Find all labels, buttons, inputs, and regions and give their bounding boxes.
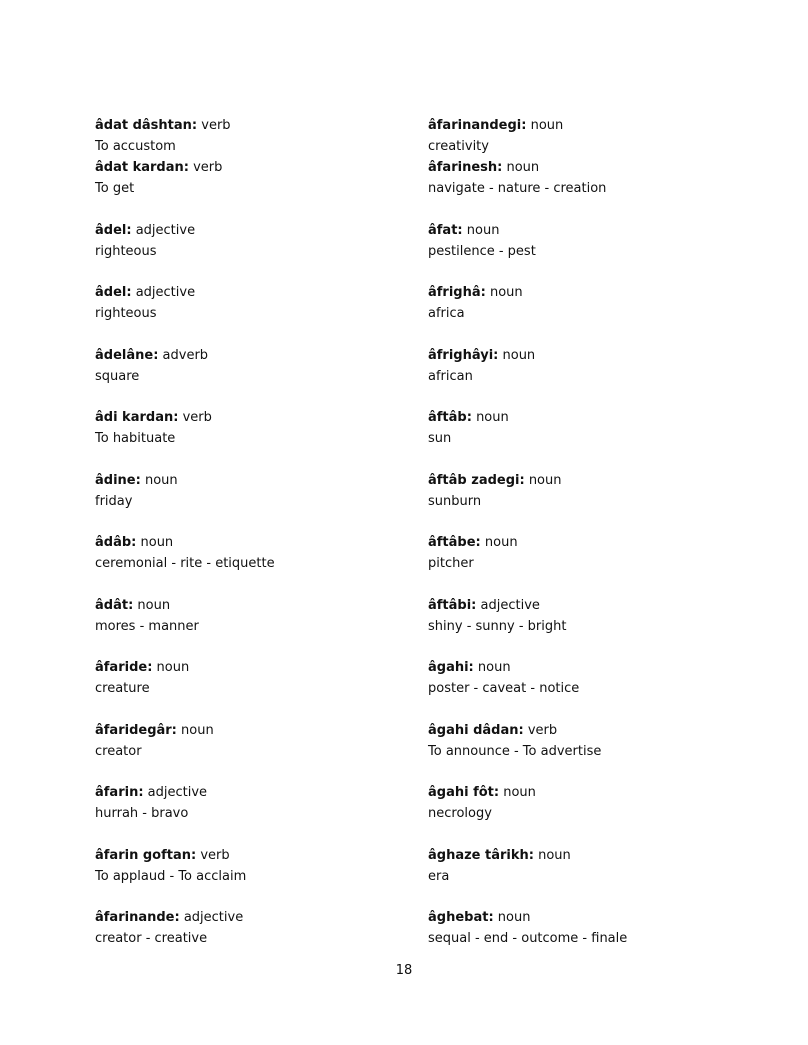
entry-term: âfat: [428, 222, 463, 238]
dictionary-entry [95, 282, 415, 324]
entry-meaning: To applaud - To acclaim [95, 868, 247, 884]
entry-part-of-speech: noun [502, 347, 536, 363]
entry-meaning: To habituate [95, 431, 176, 446]
dictionary-entry [95, 907, 415, 949]
dictionary-entry [95, 720, 415, 762]
entry-meaning: poster - caveat - notice [428, 681, 580, 696]
entry-term: âfaridegâr: [95, 722, 177, 738]
dictionary-entry [95, 157, 415, 199]
entry-term: âfrighâ: [428, 285, 486, 300]
dictionary-entry [95, 407, 415, 449]
entry-part-of-speech: noun [476, 410, 509, 425]
dictionary-entry [95, 657, 415, 699]
entry-part-of-speech: noun [156, 660, 190, 675]
dictionary-entry [95, 595, 415, 637]
entry-meaning: necrology [428, 806, 492, 821]
dictionary-entry [428, 220, 748, 262]
entry-term: âfarinande: [95, 910, 180, 925]
entry-meaning: To get [95, 181, 135, 196]
entry-meaning: square [95, 368, 140, 384]
dictionary-entry [428, 532, 748, 574]
entry-meaning: creativity [428, 139, 489, 154]
dictionary-entry [95, 532, 415, 574]
entry-meaning: To announce - To advertise [428, 743, 602, 759]
entry-term: âghebat: [428, 910, 494, 925]
entry-meaning: navigate - nature - creation [428, 181, 607, 196]
entry-term: âdât: [95, 597, 134, 613]
entry-meaning: hurrah - bravo [95, 806, 189, 821]
entry-meaning: mores - manner [95, 618, 199, 634]
dictionary-entry [95, 345, 415, 387]
right-column [428, 115, 748, 949]
dictionary-entry [428, 595, 748, 637]
entry-meaning: era [428, 868, 450, 884]
entry-meaning: pitcher [428, 556, 474, 571]
entry-part-of-speech: verb [201, 118, 231, 133]
entry-term: âftâbe: [428, 535, 481, 550]
entry-meaning: righteous [95, 306, 157, 321]
entry-term: âfarinandegi: [428, 118, 527, 133]
entry-term: âdi kardan: [95, 410, 179, 425]
dictionary-entry [95, 782, 415, 824]
dictionary-entry [428, 282, 748, 324]
entry-part-of-speech: noun [144, 472, 178, 488]
dictionary-entry [95, 470, 415, 512]
dictionary-entry [428, 782, 748, 824]
entry-part-of-speech: verb [527, 722, 558, 738]
entry-term: âfaride: [95, 660, 153, 675]
entry-term: âgahi: [428, 660, 474, 675]
entry-term: âdel: [95, 285, 132, 300]
dictionary-entry [428, 907, 748, 949]
dictionary-entry [428, 115, 748, 157]
dictionary-entry [95, 220, 415, 262]
dictionary-entry [95, 845, 415, 887]
dictionary-entry [428, 657, 748, 699]
entry-term: âfrighâyi: [428, 347, 499, 363]
entry-part-of-speech: noun [140, 535, 174, 550]
dictionary-entry [428, 157, 748, 199]
entry-part-of-speech: noun [538, 847, 571, 863]
entry-term: âdel: [95, 222, 132, 238]
entry-term: âfarin: [95, 785, 144, 800]
entry-term: âdat kardan: [95, 160, 189, 175]
entry-part-of-speech: verb [200, 847, 230, 863]
entry-part-of-speech: noun [489, 285, 523, 300]
entry-meaning: sunburn [428, 493, 482, 509]
entry-term: âfarinesh: [428, 160, 503, 175]
entry-term: âftâb: [428, 410, 472, 425]
entry-meaning: sun [428, 431, 452, 446]
entry-meaning: ceremonial - rite - etiquette [95, 556, 275, 571]
dictionary-entry [428, 407, 748, 449]
entry-part-of-speech: adjective [480, 597, 540, 613]
dictionary-entry [428, 470, 748, 512]
entry-part-of-speech: verb [182, 410, 212, 425]
entry-part-of-speech: noun [530, 118, 564, 133]
entry-part-of-speech: noun [137, 597, 171, 613]
entry-meaning: creator - creative [95, 931, 208, 946]
entry-part-of-speech: verb [193, 160, 223, 175]
page-number: 18 [395, 963, 413, 978]
dictionary-entry [428, 345, 748, 387]
entry-term: âfarin goftan: [95, 847, 197, 863]
entry-meaning: creature [95, 681, 150, 696]
entry-part-of-speech: noun [497, 910, 531, 925]
entry-part-of-speech: noun [503, 785, 536, 800]
entry-part-of-speech: noun [466, 222, 500, 238]
entry-part-of-speech: noun [477, 660, 511, 675]
dictionary-entry [428, 720, 748, 762]
entry-part-of-speech: adjective [135, 222, 196, 238]
entry-meaning: creator [95, 743, 142, 759]
entry-meaning: righteous [95, 243, 157, 259]
entry-part-of-speech: adjective [183, 910, 244, 925]
entry-term: âdelâne: [95, 347, 159, 363]
entry-term: âgahi dâdan: [428, 722, 524, 738]
entry-term: âftâbi: [428, 597, 477, 613]
entry-meaning: To accustom [95, 139, 176, 154]
dictionary-entry [428, 845, 748, 887]
left-column [95, 115, 415, 949]
entry-term: âghaze târikh: [428, 847, 534, 863]
entry-meaning: africa [428, 306, 465, 321]
entry-meaning: pestilence - pest [428, 243, 536, 259]
entry-term: âdat dâshtan: [95, 118, 198, 133]
entry-meaning: friday [95, 493, 133, 509]
entry-part-of-speech: noun [484, 535, 518, 550]
entry-meaning: african [428, 368, 473, 384]
entry-term: âdine: [95, 472, 141, 488]
entry-part-of-speech: noun [528, 472, 562, 488]
entry-part-of-speech: adverb [162, 347, 209, 363]
entry-part-of-speech: noun [506, 160, 540, 175]
dictionary-entry [95, 115, 415, 157]
entry-part-of-speech: noun [181, 722, 214, 738]
entry-part-of-speech: adjective [147, 785, 208, 800]
entry-term: âdâb: [95, 535, 137, 550]
entry-term: âgahi fôt: [428, 785, 500, 800]
entry-meaning: shiny - sunny - bright [428, 618, 567, 634]
entry-term: âftâb zadegi: [428, 472, 525, 488]
entry-part-of-speech: adjective [135, 285, 196, 300]
entry-meaning: sequal - end - outcome - finale [428, 931, 628, 946]
